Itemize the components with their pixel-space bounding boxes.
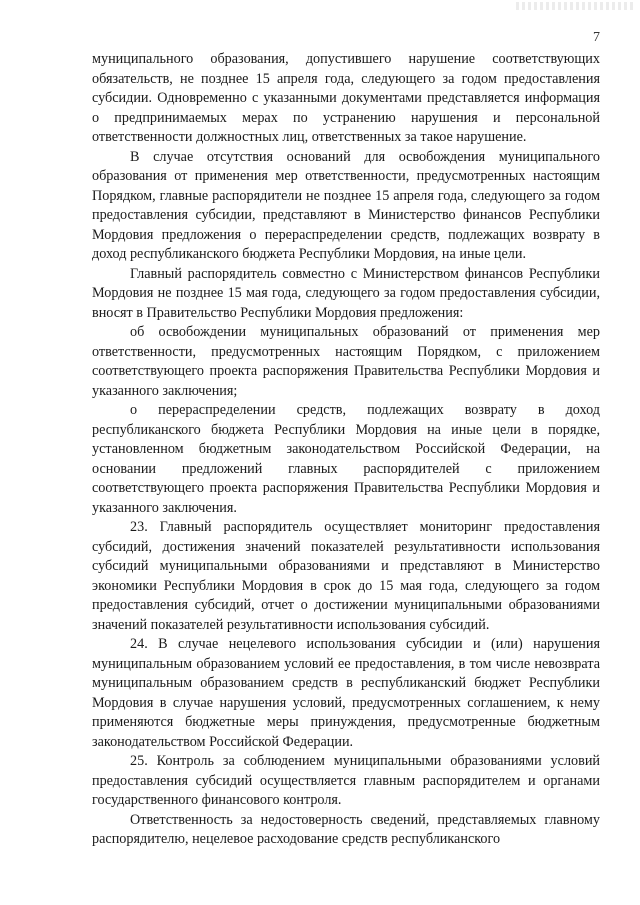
paragraph-9: Ответственность за недостоверность сведений, представляемых главному распорядителю, нецелевое расходование средств республиканского xyxy=(92,811,600,847)
scan-edge-artifact xyxy=(516,2,636,10)
paragraph-item-23: 23. Главный распорядитель осуществляет мониторинг предоставления субсидий, достижения значений показателей результативности использования субсидий муниципальными образованиями и представляют в Министерство экономики Республики Мордовия в срок до 15 мая года, следующего за годом предоставления субсидий, отчет о достижении муниципальными образованиями значений показателей результативности использования субсидий. xyxy=(92,519,600,633)
paragraph-3: Главный распорядитель совместно с Министерством финансов Республики Мордовия не позднее 15 мая года, следующего за годом предоставления субсидии, вносят в Правительство Республики Мордовия предложения: xyxy=(92,265,600,321)
paragraph-4: об освобождении муниципальных образований от применения мер ответственности, предусмотренных настоящим Порядком, с приложением соответствующего проекта распоряжения Правительства Республики Мордовия и указанного заключения; xyxy=(92,324,600,399)
paragraph-1: муниципального образования, допустившего нарушение соответствующих обязательств, не позднее 15 апреля года, следующего за годом предоставления субсидии. Одновременно с указанными документами представляется информация о предпринимаемых мерах по устранению нарушения и персональной ответственности должностных лиц, ответственных за такое нарушение. xyxy=(92,51,600,145)
paragraph-5: о перераспределении средств, подлежащих возврату в доход республиканского бюджета Республики Мордовия на иные цели в порядке, установленном бюджетным законодательством Российской Федерации, на основании предложений главных распорядителей с приложением соответствующего проекта распоряжения Правительства Республики Мордовия и указанного заключения. xyxy=(92,402,600,516)
paragraph-item-25: 25. Контроль за соблюдением муниципальными образованиями условий предоставления субсидий осуществляется главным распорядителем и органами государственного финансового контроля. xyxy=(92,753,600,808)
paragraph-item-24: 24. В случае нецелевого использования субсидии и (или) нарушения муниципальным образованием условий ее предоставления, в том числе невозврата муниципальным образованием средств в республиканский бюджет Республики Мордовия в случае нарушения условий, предусмотренных соглашением, к нему применяются бюджетные меры принуждения, предусмотренные бюджетным законодательством Российской Федерации. xyxy=(92,636,600,750)
paragraph-2: В случае отсутствия оснований для освобождения муниципального образования от применения мер ответственности, предусмотренных настоящим Порядком, главные распорядители не позднее 15 апреля года, следующего за годом предоставления субсидии, представляют в Министерство финансов Республики Мордовия предложения о перераспределении средств, подлежащих возврату в доход республиканского бюджета Республики Мордовия, на иные цели. xyxy=(92,148,600,262)
page-number: 7 xyxy=(593,30,600,45)
document-body xyxy=(92,50,600,850)
